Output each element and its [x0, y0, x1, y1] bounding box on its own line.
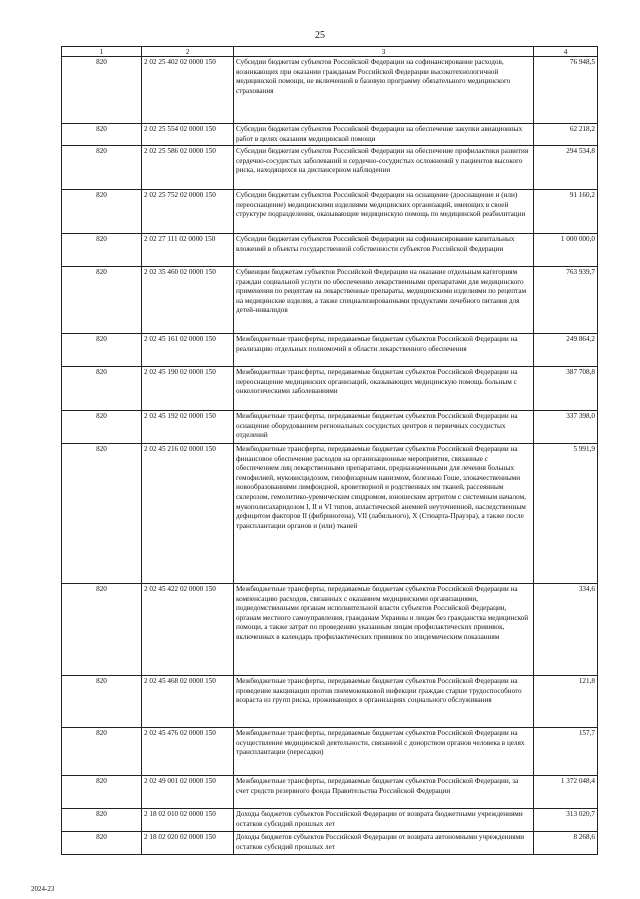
amount-cell: 1 372 048,4 — [534, 776, 598, 809]
table-row — [62, 444, 598, 584]
amount-cell: 8 268,6 — [534, 832, 598, 855]
column-header-3: 3 — [234, 47, 534, 57]
amount-cell: 121,8 — [534, 676, 598, 728]
budget-code-cell: 2 18 02 020 02 0000 150 — [142, 832, 234, 855]
description-cell: Межбюджетные трансферты, передаваемые бюджетам субъектов Российской Федерации, за счет средств резервного фонда Правительства Российской Федерации — [234, 776, 534, 809]
admin-code-cell: 820 — [62, 57, 142, 124]
table-row — [62, 584, 598, 676]
admin-code-cell: 820 — [62, 776, 142, 809]
table-row — [62, 728, 598, 776]
description-cell: Субсидии бюджетам субъектов Российской Федерации на софинансирование расходов, возникающих при оказании гражданам Российской Федерации высокотехнологичной медицинской помощи, не включенной в базовую программу обязательного медицинского страхования — [234, 57, 534, 124]
revenue-table — [61, 46, 598, 855]
budget-code-cell: 2 02 25 752 02 0000 150 — [142, 190, 234, 234]
budget-code-cell: 2 02 35 460 02 0000 150 — [142, 267, 234, 334]
column-header-1: 1 — [62, 47, 142, 57]
budget-code-cell: 2 02 25 586 02 0000 150 — [142, 146, 234, 190]
description-cell: Межбюджетные трансферты, передаваемые бюджетам субъектов Российской Федерации на финансовое обеспечение расходов на организационные мероприятия, связанные с обеспечением лиц лекарственными препаратами, предназначенными для лечения больных гемофилией, муковисцидозом, гипофизарным нанизмом, болезнью Гоше, злокачественными новообразованиями лимфоидной, кроветворной и родственных им тканей, рассеянным склерозом, гемолитико-уремическим синдромом, юношеским артритом с системным началом, мукополисахаридозом I, II и VI типов, апластической анемией неуточненной, наследственным дефицитом факторов II (фибриногена), VII (лабильного), X (Стюарта-Прауэра), а также после трансплантации органов и (или) тканей — [234, 444, 534, 584]
admin-code-cell: 820 — [62, 728, 142, 776]
budget-code-cell: 2 18 02 010 02 0000 150 — [142, 809, 234, 832]
description-cell: Субсидии бюджетам субъектов Российской Федерации на оснащение (дооснащение и (или) переоснащение) медицинскими изделиями медицинских организаций, имеющих в своей структуре подразделения, оказывающие медицинскую помощь по медицинской реабилитации — [234, 190, 534, 234]
budget-code-cell: 2 02 45 190 02 0000 150 — [142, 367, 234, 411]
table-row — [62, 146, 598, 190]
table-row — [62, 832, 598, 855]
admin-code-cell: 820 — [62, 124, 142, 146]
amount-cell: 5 991,9 — [534, 444, 598, 584]
budget-code-cell: 2 02 27 111 02 0000 150 — [142, 234, 234, 267]
budget-code-cell: 2 02 45 216 02 0000 150 — [142, 444, 234, 584]
footer-document-code: 2024-23 — [31, 885, 55, 893]
amount-cell: 91 160,2 — [534, 190, 598, 234]
amount-cell: 1 000 000,0 — [534, 234, 598, 267]
admin-code-cell: 820 — [62, 584, 142, 676]
description-cell: Межбюджетные трансферты, передаваемые бюджетам субъектов Российской Федерации на оснащение оборудованием региональных сосудистых центров и первичных сосудистых отделений — [234, 411, 534, 444]
admin-code-cell: 820 — [62, 367, 142, 411]
table-row — [62, 776, 598, 809]
budget-code-cell: 2 02 25 402 02 0000 150 — [142, 57, 234, 124]
amount-cell: 763 939,7 — [534, 267, 598, 334]
table-row — [62, 124, 598, 146]
amount-cell: 313 020,7 — [534, 809, 598, 832]
description-cell: Субсидии бюджетам субъектов Российской Федерации на софинансирование капитальных вложений в объекты государственной собственности субъектов Российской Федерации — [234, 234, 534, 267]
admin-code-cell: 820 — [62, 190, 142, 234]
table-body — [62, 57, 598, 855]
amount-cell: 334,6 — [534, 584, 598, 676]
table-row — [62, 234, 598, 267]
description-cell: Субсидии бюджетам субъектов Российской Федерации на обеспечение закупки авиационных работ в целях оказания медицинской помощи — [234, 124, 534, 146]
description-cell: Доходы бюджетов субъектов Российской Федерации от возврата бюджетными учреждениями остатков субсидий прошлых лет — [234, 809, 534, 832]
admin-code-cell: 820 — [62, 832, 142, 855]
description-cell: Межбюджетные трансферты, передаваемые бюджетам субъектов Российской Федерации на осуществление медицинской деятельности, связанной с донорством органов человека в целях трансплантации (пересадки) — [234, 728, 534, 776]
column-header-2: 2 — [142, 47, 234, 57]
budget-code-cell: 2 02 45 476 02 0000 150 — [142, 728, 234, 776]
amount-cell: 337 398,0 — [534, 411, 598, 444]
admin-code-cell: 820 — [62, 234, 142, 267]
amount-cell: 76 948,5 — [534, 57, 598, 124]
description-cell: Межбюджетные трансферты, передаваемые бюджетам субъектов Российской Федерации на переоснащение медицинских организаций, оказывающих медицинскую помощь больным с онкологическими заболеваниями — [234, 367, 534, 411]
admin-code-cell: 820 — [62, 444, 142, 584]
description-cell: Субсидии бюджетам субъектов Российской Федерации на обеспечение профилактики развития сердечно-сосудистых заболеваний и сердечно-сосудистых осложнений у пациентов высокого риска, находящихся на диспансерном наблюдении — [234, 146, 534, 190]
amount-cell: 387 708,8 — [534, 367, 598, 411]
table-row — [62, 411, 598, 444]
table-row — [62, 57, 598, 124]
amount-cell: 157,7 — [534, 728, 598, 776]
amount-cell: 62 218,2 — [534, 124, 598, 146]
description-cell: Межбюджетные трансферты, передаваемые бюджетам субъектов Российской Федерации на реализацию отдельных полномочий в области лекарственного обеспечения — [234, 334, 534, 367]
description-cell: Субвенции бюджетам субъектов Российской Федерации на оказание отдельным категориям граждан социальной услуги по обеспечению лекарственными препаратами для медицинского применения по рецептам на лекарственные препараты, медицинскими изделиями по рецептам на медицинские изделия, а также специализированными продуктами лечебного питания для детей-инвалидов — [234, 267, 534, 334]
admin-code-cell: 820 — [62, 146, 142, 190]
table-row — [62, 809, 598, 832]
amount-cell: 249 864,2 — [534, 334, 598, 367]
budget-code-cell: 2 02 45 422 02 0000 150 — [142, 584, 234, 676]
table-row — [62, 267, 598, 334]
admin-code-cell: 820 — [62, 267, 142, 334]
table-row — [62, 190, 598, 234]
description-cell: Доходы бюджетов субъектов Российской Федерации от возврата автономными учреждениями остатков субсидий прошлых лет — [234, 832, 534, 855]
admin-code-cell: 820 — [62, 411, 142, 444]
description-cell: Межбюджетные трансферты, передаваемые бюджетам субъектов Российской Федерации на проведение вакцинации против пневмококковой инфекции граждан старше трудоспособного возраста из групп риска, проживающих в организациях социального обслуживания — [234, 676, 534, 728]
admin-code-cell: 820 — [62, 809, 142, 832]
budget-code-cell: 2 02 25 554 02 0000 150 — [142, 124, 234, 146]
header-row — [62, 47, 598, 57]
page-number: 25 — [315, 30, 325, 41]
table-row — [62, 367, 598, 411]
budget-code-cell: 2 02 45 468 02 0000 150 — [142, 676, 234, 728]
budget-code-cell: 2 02 49 001 02 0000 150 — [142, 776, 234, 809]
column-header-4: 4 — [534, 47, 598, 57]
description-cell: Межбюджетные трансферты, передаваемые бюджетам субъектов Российской Федерации на компенсацию расходов, связанных с оказанием медицинскими организациями, подведомственными органам исполнительной власти субъектов Российской Федерации, органам местного самоуправления, гражданам Украины и лицам без гражданства медицинской помощи, а также затрат по проведению указанным лицам профилактических прививок, включенных в календарь профилактических прививок по эпидемическим показаниям — [234, 584, 534, 676]
amount-cell: 294 534,8 — [534, 146, 598, 190]
table-row — [62, 676, 598, 728]
budget-code-cell: 2 02 45 192 02 0000 150 — [142, 411, 234, 444]
admin-code-cell: 820 — [62, 334, 142, 367]
table-header — [62, 47, 598, 57]
table-row — [62, 334, 598, 367]
admin-code-cell: 820 — [62, 676, 142, 728]
budget-code-cell: 2 02 45 161 02 0000 150 — [142, 334, 234, 367]
